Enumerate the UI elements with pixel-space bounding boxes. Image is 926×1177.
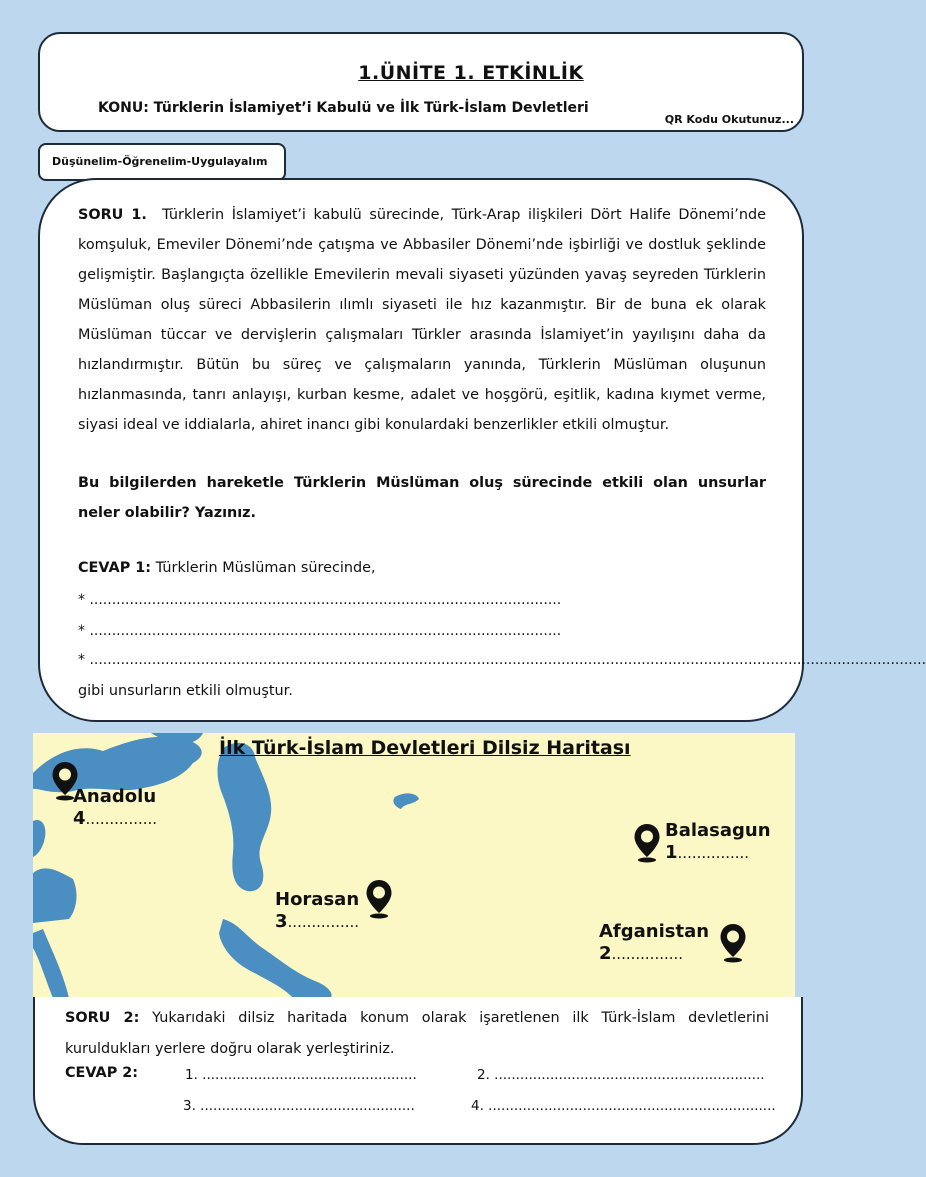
answer-1-intro-text: Türklerin Müslüman sürecinde, bbox=[155, 560, 376, 576]
place-anadolu-number: 4 bbox=[73, 808, 86, 829]
question-1-text bbox=[78, 200, 766, 440]
place-balasagun-blank[interactable]: ............... bbox=[677, 844, 750, 862]
question-1-body: Türklerin İslamiyet’i kabulü sürecinde, Türk-Arap ilişkileri Dört Halife Dönemi’nde komşuluk, Emeviler Dönemi’nde çatışma ve Abbasiler Dönemi’nde işbirliği ve dostluk şeklinde gelişmiştir. Başlangıçta özellikle Emevilerin mevali siyaseti yüzünden yavaş seyreden Türklerin Müslüman oluş süreci Abbasilerin ılımlı siyaseti ile hız kazanmıştır. Bir de buna ek olarak Müslüman tüccar ve dervişlerin çalışmaları Türkler arasında İslamiyet’in yayılışını daha da hızlandırmıştır. Bütün bu süreç ve çalışmaların yanında, Türklerin Müslüman oluşunun hızlanmasında, tanrı anlayışı, kurban kesme, adalet ve hoşgörü, eşitlik, kadına kıymet verme, siyasi ideal ve iddialarla, ahiret inancı gibi konulardaki benzerlikler etkili olmuştur. bbox=[78, 207, 766, 433]
answer-2-blank-2[interactable]: 2. ............................................................... bbox=[477, 1067, 765, 1083]
silent-map bbox=[33, 733, 795, 998]
answer-2-label: CEVAP 2: bbox=[65, 1065, 139, 1081]
question-2-box bbox=[33, 997, 803, 1145]
place-afganistan bbox=[599, 921, 709, 965]
activity-tag bbox=[38, 143, 286, 181]
place-horasan-blank[interactable]: ............... bbox=[287, 913, 360, 931]
question-1-ask: Bu bilgilerden hareketle Türklerin Müslüman oluş sürecinde etkili olan unsurlar neler olabilir? Yazınız. bbox=[78, 475, 766, 521]
answer-1-intro bbox=[78, 560, 376, 576]
activity-tag-label: Düşünelim-Öğrenelim-Uygulayalım bbox=[52, 155, 268, 168]
place-afganistan-blank[interactable]: ............... bbox=[611, 945, 684, 963]
question-1-box bbox=[38, 178, 926, 722]
answer-1-blank-1[interactable]: * .......................................................................................................... bbox=[78, 592, 562, 608]
place-anadolu bbox=[73, 786, 157, 830]
question-2-text bbox=[65, 1003, 769, 1065]
unit-title: 1.ÜNİTE 1. ETKİNLİK bbox=[358, 62, 584, 84]
question-2-body: Yukarıdaki dilsiz haritada konum olarak işaretlenen ilk Türk-İslam devletlerini kuruldukları yerlere doğru olarak yerleştiriniz. bbox=[65, 1010, 770, 1057]
location-pin-icon bbox=[365, 879, 393, 919]
header-box bbox=[38, 32, 804, 132]
location-pin-icon bbox=[719, 923, 747, 963]
place-afganistan-name: Afganistan bbox=[599, 921, 710, 942]
answer-1-label: CEVAP 1: bbox=[78, 560, 152, 576]
place-horasan-name: Horasan bbox=[275, 889, 360, 910]
place-afganistan-number: 2 bbox=[599, 943, 612, 964]
answer-1-outro: gibi unsurların etkili olmuştur. bbox=[78, 683, 293, 699]
question-2-label: SORU 2: bbox=[65, 1010, 140, 1026]
place-anadolu-name: Anadolu bbox=[73, 786, 157, 807]
answer-2-blank-3[interactable]: 3. .................................................. bbox=[183, 1098, 415, 1114]
map-title: İlk Türk-İslam Devletleri Dilsiz Haritası bbox=[219, 737, 631, 759]
place-balasagun-name: Balasagun bbox=[665, 820, 771, 841]
qr-code-note: QR Kodu Okutunuz... bbox=[664, 113, 794, 126]
place-anadolu-blank[interactable]: ............... bbox=[85, 810, 158, 828]
unit-topic: KONU: Türklerin İslamiyet’i Kabulü ve İlk Türk-İslam Devletleri bbox=[98, 100, 589, 116]
answer-2-blank-4[interactable]: 4. ................................................................... bbox=[471, 1098, 776, 1114]
place-balasagun-number: 1 bbox=[665, 842, 678, 863]
place-horasan-number: 3 bbox=[275, 911, 288, 932]
answer-1-blank-2[interactable]: * .......................................................................................................... bbox=[78, 623, 562, 639]
question-1-label: SORU 1. bbox=[78, 207, 147, 223]
location-pin-icon bbox=[633, 823, 661, 863]
place-balasagun bbox=[665, 820, 771, 864]
answer-1-blank-3[interactable]: * ............................................................................................................................................................................................ bbox=[78, 652, 926, 668]
place-horasan bbox=[275, 889, 359, 933]
answer-2-blank-1[interactable]: 1. .................................................. bbox=[185, 1067, 417, 1083]
